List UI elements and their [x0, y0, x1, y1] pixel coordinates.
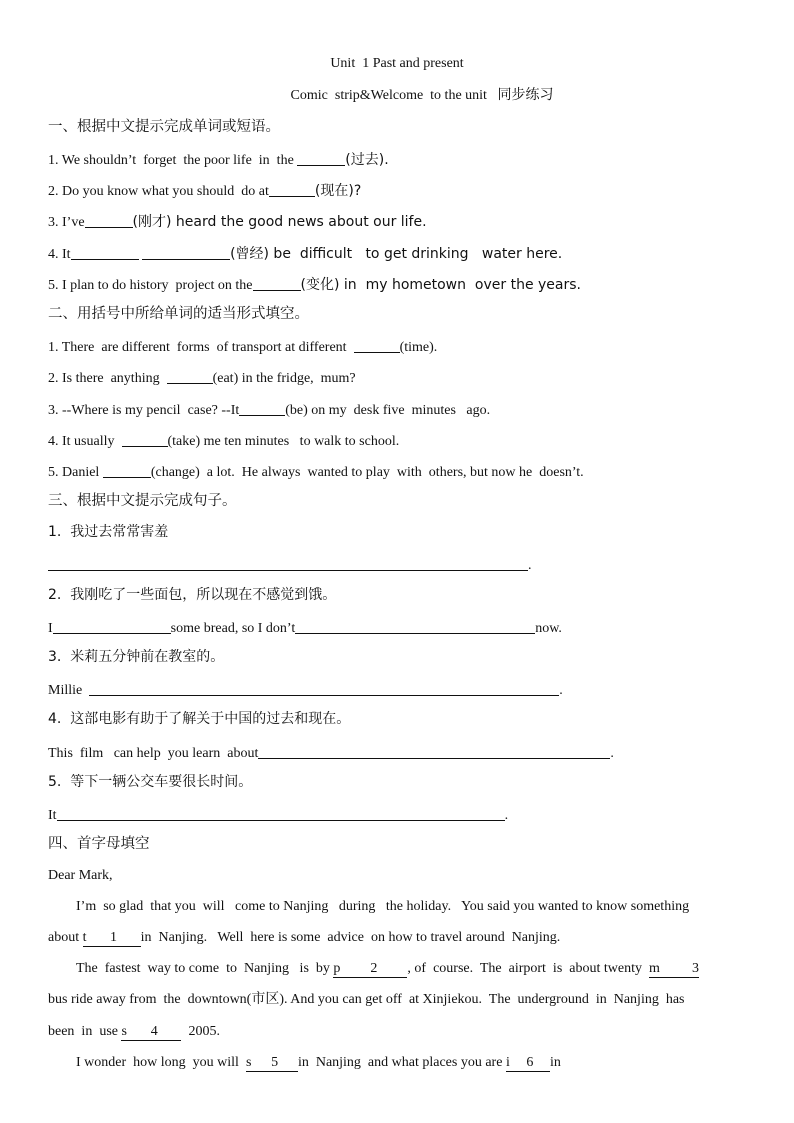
gap-1-letter: t: [82, 930, 87, 945]
p2-line1-pre: The fastest way to come to Nanjing is by: [76, 961, 334, 976]
p2-line3-post: 2005.: [188, 1024, 220, 1039]
page-title: Unit 1 Past and present: [330, 56, 464, 71]
gap-5-number: 5: [271, 1055, 279, 1070]
s3-answer-1-end: .: [528, 558, 532, 573]
s3-answer-4-blank[interactable]: [258, 743, 610, 759]
s1-item-5-pre: 5. I plan to do history project on the: [48, 278, 253, 293]
gap-1[interactable]: [83, 930, 141, 947]
s3-prompt-4: 4. 这部电影有助于了解关于中国的过去和现在。: [48, 711, 351, 727]
s3-answer-3-blank[interactable]: [89, 680, 559, 696]
gap-2-number: 2: [370, 961, 378, 976]
s1-item-1: [48, 148, 389, 171]
s3-answer-3-pre: Millie: [48, 683, 90, 698]
gap-6[interactable]: [506, 1055, 550, 1072]
s1-item-3: [48, 210, 427, 233]
s2-item-3-post: (be) on my desk five minutes ago.: [285, 403, 491, 418]
p1-line2-pre: about: [48, 930, 83, 945]
p3-line1-pre: I wonder how long you will: [76, 1055, 246, 1070]
gap-5[interactable]: [246, 1055, 298, 1072]
s3-answer-2-mid: some bread, so I don’t: [170, 621, 296, 636]
s3-answer-5-pre: It: [48, 808, 57, 823]
p2-line3-pre: been in use: [48, 1024, 122, 1039]
p1-line2: [48, 928, 560, 948]
s1-item-1-blank[interactable]: [297, 150, 345, 166]
s2-item-1-blank[interactable]: [354, 337, 400, 353]
gap-2[interactable]: [333, 961, 407, 978]
s2-item-3-blank[interactable]: [239, 400, 285, 416]
gap-4[interactable]: [121, 1024, 181, 1041]
gap-6-number: 6: [526, 1055, 534, 1070]
s3-prompt-1: 1. 我过去常常害羞: [48, 524, 169, 540]
gap-1-number: 1: [110, 930, 118, 945]
s1-item-3-blank[interactable]: [85, 212, 133, 228]
gap-3-letter: m: [648, 961, 660, 976]
s3-answer-4-pre: This film can help you learn about: [48, 746, 259, 761]
s2-item-5-blank[interactable]: [103, 462, 151, 478]
p2-line1-mid: , of course. The airport is about twenty: [407, 961, 649, 976]
s3-answer-4: [48, 741, 614, 764]
s2-item-4-blank[interactable]: [122, 431, 168, 447]
s3-answer-1-blank[interactable]: [48, 555, 528, 571]
s3-answer-5: [48, 803, 508, 826]
page-subtitle: Comic strip&Welcome to the unit 同步练习: [290, 88, 554, 103]
s2-item-5-post: (change) a lot. He always wanted to play with others, but now he doesn’t.: [150, 465, 584, 480]
s1-item-5-post: (变化) in my hometown over the years.: [300, 277, 581, 293]
section2-heading: 二、用括号中所给单词的适当形式填空。: [48, 306, 309, 322]
s2-item-4-post: (take) me ten minutes to walk to school.: [167, 434, 400, 449]
s3-answer-3-end: .: [559, 683, 563, 698]
p1-line1: I’m so glad that you will come to Nanjing during the holiday. You said you wanted to know something: [76, 899, 690, 914]
gap-4-letter: s: [121, 1024, 127, 1039]
section4-heading: 四、首字母填空: [48, 836, 150, 852]
s3-prompt-3: 3. 米莉五分钟前在教室的。: [48, 649, 225, 665]
s2-item-3-pre: 3. --Where is my pencil case? --It: [48, 403, 240, 418]
s2-item-4: [48, 429, 399, 452]
s1-item-4-pre: 4. It: [48, 247, 71, 262]
s3-answer-2-pre: I: [48, 621, 53, 636]
s3-answer-2-blank-b[interactable]: [295, 618, 535, 634]
s1-item-1-pre: 1. We shouldn’t forget the poor life in the: [48, 153, 298, 168]
s2-item-5-pre: 5. Daniel: [48, 465, 103, 480]
s2-item-5: [48, 460, 584, 483]
s1-item-5: [48, 273, 581, 296]
p3-line1-post: in: [549, 1055, 561, 1070]
s2-item-1: [48, 335, 437, 358]
s3-prompt-2: 2. 我刚吃了一些面包，所以现在不感觉到饿。: [48, 587, 337, 603]
p2-line3: [48, 1022, 220, 1042]
p2-line2: bus ride away from the downtown(市区). And you can get off at Xinjiekou. The underground in Nanjing has: [48, 992, 685, 1007]
s3-answer-5-blank[interactable]: [57, 805, 505, 821]
s1-item-3-pre: 3. I’ve: [48, 215, 85, 230]
s3-answer-4-end: .: [610, 746, 614, 761]
gap-5-letter: s: [245, 1055, 252, 1070]
s1-item-4-post: (曾经) be difficult to get drinking water here.: [230, 246, 563, 262]
s3-answer-2-blank-a[interactable]: [53, 618, 171, 634]
s1-item-2-pre: 2. Do you know what you should do at: [48, 184, 269, 199]
s1-item-3-post: (刚才) heard the good news about our life.: [132, 214, 427, 230]
p2-line1: [76, 959, 699, 979]
s1-item-2: [48, 179, 361, 202]
p1-line2-post: in Nanjing. Well here is some advice on how to travel around Nanjing.: [140, 930, 561, 945]
s2-item-1-post: (time).: [399, 340, 438, 355]
s2-item-2-blank[interactable]: [167, 368, 213, 384]
s3-answer-3: [48, 678, 563, 701]
gap-6-letter: i: [505, 1055, 510, 1070]
s1-item-2-post: (现在)?: [314, 183, 362, 199]
gap-4-number: 4: [150, 1024, 158, 1039]
s3-answer-2-end: now.: [535, 621, 562, 636]
s1-item-4-blank-a[interactable]: [71, 244, 139, 260]
gap-3[interactable]: [649, 961, 699, 978]
s3-answer-5-end: .: [504, 808, 509, 823]
s2-item-4-pre: 4. It usually: [48, 434, 122, 449]
p3-line1-mid: in Nanjing and what places you are: [297, 1055, 506, 1070]
s1-item-5-blank[interactable]: [253, 275, 301, 291]
section3-heading: 三、根据中文提示完成句子。: [48, 493, 237, 509]
gap-3-number: 3: [691, 961, 699, 976]
letter-greeting: Dear Mark,: [48, 868, 113, 883]
section1-heading: 一、根据中文提示完成单词或短语。: [48, 119, 280, 135]
s1-item-4-blank-b[interactable]: [142, 244, 230, 260]
s2-item-3: [48, 398, 490, 421]
s1-item-4: [48, 242, 562, 265]
s3-answer-1: [48, 553, 532, 576]
s2-item-2-post: (eat) in the fridge, mum?: [212, 371, 356, 386]
s2-item-2: [48, 366, 356, 389]
s3-prompt-5: 5. 等下一辆公交车要很长时间。: [48, 774, 253, 790]
s1-item-2-blank[interactable]: [269, 181, 315, 197]
p3-line1: [76, 1053, 561, 1073]
s2-item-1-pre: 1. There are different forms of transport at different: [48, 340, 354, 355]
s1-item-1-post: (过去).: [345, 152, 389, 168]
s3-answer-2: [48, 616, 562, 639]
s2-item-2-pre: 2. Is there anything: [48, 371, 167, 386]
gap-2-letter: p: [333, 961, 341, 976]
